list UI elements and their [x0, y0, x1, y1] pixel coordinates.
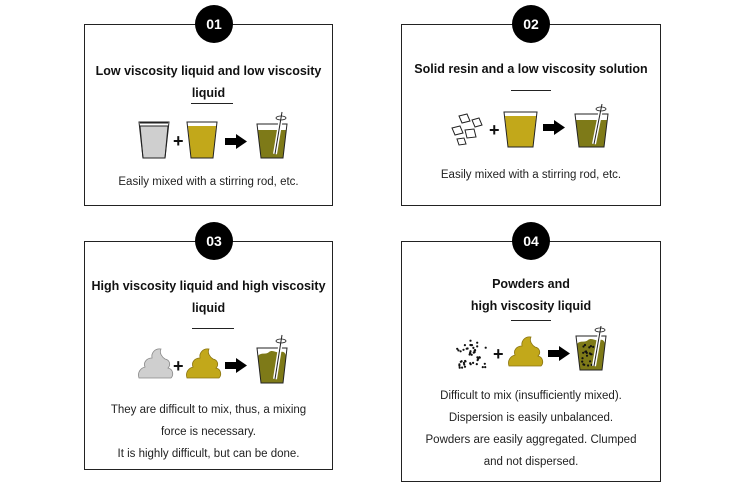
card-title	[84, 275, 333, 319]
mixed-cup-with-stirring-rod	[257, 112, 287, 158]
arrow-icon	[225, 358, 247, 373]
step-number-badge: 02	[512, 5, 550, 43]
card-description	[401, 385, 661, 473]
mixing-illustration	[135, 110, 295, 162]
card-title	[84, 60, 333, 104]
plus-sign: +	[173, 356, 184, 376]
mixed-cup-with-stirring-rod	[257, 335, 287, 383]
step-number-badge: 03	[195, 222, 233, 260]
card-title	[401, 273, 661, 317]
card-description	[84, 171, 333, 193]
card-title-line: Low viscosity liquid and low viscosity	[95, 64, 322, 78]
title-divider	[191, 103, 233, 104]
description-line: and not dispersed.	[483, 456, 579, 468]
yellow-paste-blob	[186, 349, 220, 378]
resin-cubes-icon	[452, 114, 482, 145]
plus-sign: +	[173, 131, 184, 151]
yellow-paste-blob	[508, 337, 542, 366]
description-line: Powders are easily aggregated. Clumped	[425, 434, 637, 446]
description-line: Difficult to mix (insufficiently mixed).	[440, 390, 622, 402]
grey-paste-blob	[138, 349, 172, 378]
description-line: It is highly difficult, but can be done.	[117, 448, 300, 460]
yellow-liquid-cup	[504, 112, 537, 147]
card-title-line: Powders and	[492, 277, 570, 291]
description-line: They are difficult to mix, thus, a mixing	[110, 404, 307, 416]
description-line: Easily mixed with a stirring rod, etc.	[440, 169, 622, 181]
card-title	[401, 58, 661, 80]
card-description	[84, 399, 333, 465]
plus-sign: +	[489, 120, 500, 140]
arrow-icon	[543, 120, 565, 135]
card-description	[401, 164, 661, 186]
mixed-cup-with-stirring-rod	[575, 104, 608, 147]
card-title-line: liquid	[191, 301, 226, 315]
card-title-line: Solid resin and a low viscosity solution	[414, 62, 648, 76]
arrow-icon	[548, 346, 570, 361]
description-line: Dispersion is easily unbalanced.	[448, 412, 614, 424]
card-title-line: liquid	[191, 86, 226, 100]
powder-dots-icon	[456, 340, 487, 369]
title-divider	[511, 320, 551, 321]
plus-sign: +	[493, 344, 504, 364]
title-divider	[192, 328, 234, 329]
step-number-badge: 01	[195, 5, 233, 43]
mixed-cup-with-stirring-rod	[576, 326, 606, 370]
arrow-icon	[225, 134, 247, 149]
mixing-illustration	[447, 104, 617, 154]
card-title-line: high viscosity liquid	[470, 299, 592, 313]
title-divider	[511, 90, 551, 91]
description-line: Easily mixed with a stirring rod, etc.	[118, 176, 299, 188]
grey-liquid-cup	[139, 122, 169, 158]
mixing-illustration	[135, 332, 295, 386]
mixing-illustration	[453, 326, 613, 372]
step-number-badge: 04	[512, 222, 550, 260]
card-title-line: High viscosity liquid and high viscosity	[91, 279, 326, 293]
description-line: force is necessary.	[160, 426, 256, 438]
yellow-liquid-cup	[187, 122, 217, 158]
